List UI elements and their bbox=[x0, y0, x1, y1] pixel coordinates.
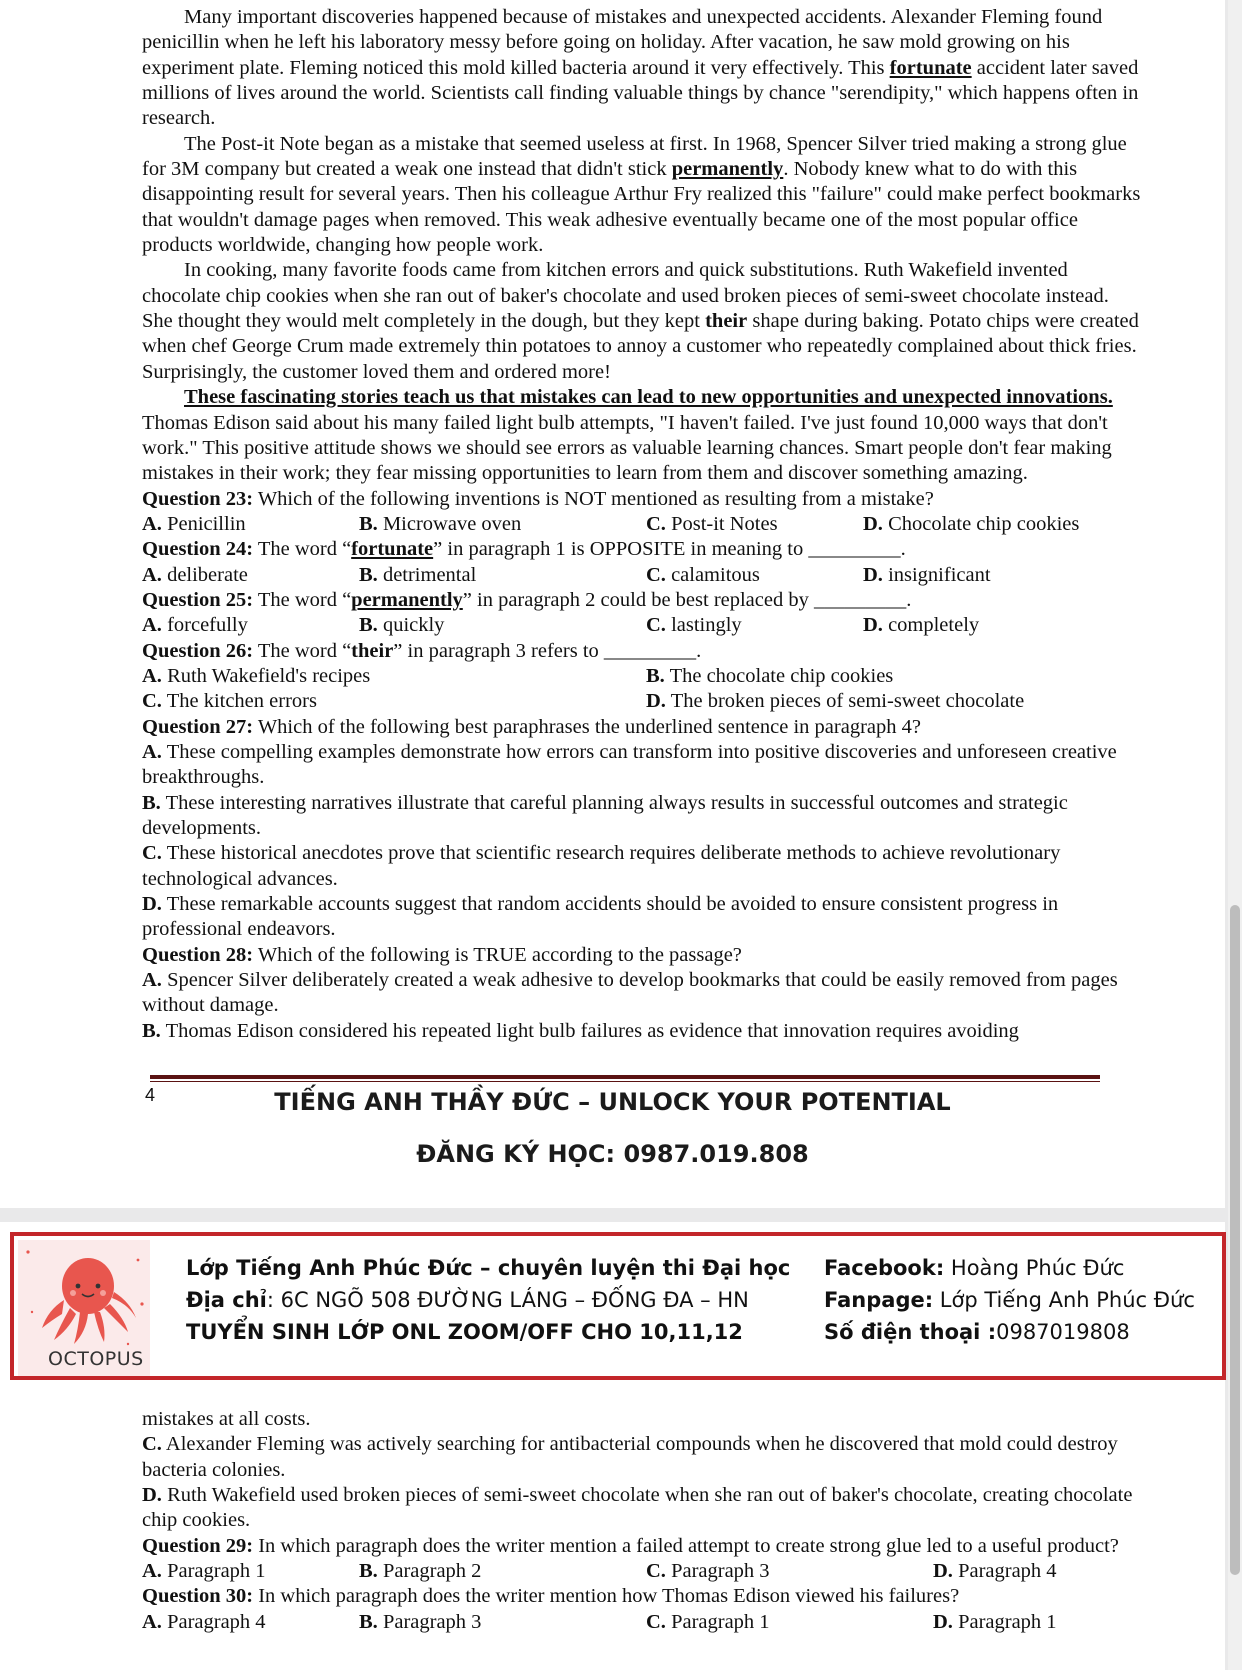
fanpage-info: Fanpage: Lớp Tiếng Anh Phúc Đức bbox=[824, 1288, 1195, 1312]
option-b: B. Paragraph 2 bbox=[359, 1560, 482, 1583]
option-a: A. deliberate bbox=[142, 563, 248, 586]
enrollment-line: TUYỂN SINH LỚP ONL ZOOM/OFF CHO 10,11,12 bbox=[186, 1320, 743, 1344]
question-29: Question 29: In which paragraph does the writer mention a failed attempt to create strong glue led to a useful product? bbox=[142, 1534, 1119, 1557]
option-b: B. These interesting narratives illustrate that careful planning always results in successful outcomes and strategic developments. bbox=[142, 791, 1068, 839]
option-b: B. detrimental bbox=[359, 563, 477, 586]
footer-register: ĐĂNG KÝ HỌC: 0987.019.808 bbox=[416, 1140, 809, 1168]
option-c: C. lastingly bbox=[646, 614, 742, 637]
reading-passage bbox=[142, 5, 1142, 1044]
option-d: D. insignificant bbox=[863, 563, 991, 586]
option-c: C. calamitous bbox=[646, 563, 760, 586]
phone-info: Số điện thoại :0987019808 bbox=[824, 1320, 1130, 1344]
questions-continued bbox=[142, 1407, 1142, 1635]
question-24-options bbox=[142, 563, 1142, 588]
question-30: Question 30: In which paragraph does the writer mention how Thomas Edison viewed his failures? bbox=[142, 1585, 960, 1608]
option-b: B. Thomas Edison considered his repeated light bulb failures as evidence that innovation requires avoiding bbox=[142, 1019, 1019, 1042]
question-30-options bbox=[142, 1610, 1142, 1635]
paragraph-2: The Post-it Note began as a mistake that seemed useless at first. In 1968, Spencer Silver tried making a strong glue for 3M company but created a weak one instead that didn't stick permanently. Nobody knew what to do with this disappointing result for several years. Then his colleague Arthur Fry realized this "failure" could make perfect bookmarks that wouldn't damage pages when removed. This weak adhesive eventually became one of the most popular office products worldwide, changing how people work. bbox=[142, 132, 1141, 257]
logo-text: OCTOPUS bbox=[48, 1348, 144, 1370]
option-a: A. Spencer Silver deliberately created a weak adhesive to develop bookmarks that could be easily removed from pages without damage. bbox=[142, 969, 1118, 1017]
underlined-sentence: These fascinating stories teach us that mistakes can lead to new opportunities and unexpected innovations. bbox=[184, 386, 1113, 409]
question-23: Question 23: Which of the following inventions is NOT mentioned as resulting from a mistake? bbox=[142, 487, 934, 510]
page-number: 4 bbox=[145, 1085, 156, 1105]
header-banner bbox=[10, 1232, 1226, 1380]
footer-title: TIẾNG ANH THẦY ĐỨC – UNLOCK YOUR POTENTIAL bbox=[274, 1088, 951, 1116]
option-d: D. completely bbox=[863, 614, 980, 637]
paragraph-3: In cooking, many favorite foods came from kitchen errors and quick substitutions. Ruth Wakefield invented chocolate chip cookies when she ran out of baker's chocolate and used broken pieces of semi-sweet chocolate instead. She thought they would melt completely in the dough, but they kept their shape during baking. Potato chips were created when chef George Crum made extremely thin potatoes to annoy a customer who repeatedly complained about thick fries. Surprisingly, the customer loved them and ordered more! bbox=[142, 259, 1139, 383]
option-d: D. Ruth Wakefield used broken pieces of semi-sweet chocolate when she ran out of baker's chocolate, creating chocolate chip cookies. bbox=[142, 1484, 1133, 1532]
question-24: Question 24: The word “fortunate” in paragraph 1 is OPPOSITE in meaning to _________. bbox=[142, 538, 906, 561]
option-b: B. Microwave oven bbox=[359, 512, 522, 535]
question-26: Question 26: The word “their” in paragraph 3 refers to _________. bbox=[142, 639, 702, 662]
option-b: B. quickly bbox=[359, 614, 445, 637]
school-name: Lớp Tiếng Anh Phúc Đức – chuyên luyện thi Đại học bbox=[186, 1256, 791, 1280]
footer-divider-thin bbox=[150, 1081, 1100, 1082]
option-b-continued: mistakes at all costs. bbox=[142, 1408, 311, 1430]
option-d: D. These remarkable accounts suggest that random accidents should be avoided to ensure consistent progress in professional endeavors. bbox=[142, 893, 1059, 941]
option-d: D. Chocolate chip cookies bbox=[863, 512, 1080, 535]
question-27: Question 27: Which of the following best paraphrases the underlined sentence in paragraph 4? bbox=[142, 715, 921, 738]
option-b: B. Paragraph 3 bbox=[359, 1610, 482, 1633]
question-25-options bbox=[142, 613, 1142, 638]
option-d: D. The broken pieces of semi-sweet chocolate bbox=[646, 690, 1025, 713]
option-c: C. Post-it Notes bbox=[646, 512, 778, 535]
option-a: A. Ruth Wakefield's recipes bbox=[142, 664, 371, 687]
option-c: C. Alexander Fleming was actively searching for antibacterial compounds when he discovered that mold could destroy bacteria colonies. bbox=[142, 1433, 1118, 1481]
option-a: A. Paragraph 1 bbox=[142, 1560, 266, 1583]
option-a: A. forcefully bbox=[142, 614, 248, 637]
word-fortunate: fortunate bbox=[889, 56, 972, 79]
word-their: their bbox=[705, 310, 748, 333]
scrollbar-thumb[interactable] bbox=[1230, 905, 1240, 1575]
option-c: C. These historical anecdotes prove that scientific research requires deliberate methods to achieve revolutionary technological advances. bbox=[142, 842, 1061, 890]
question-26-options-ab bbox=[142, 664, 1142, 689]
option-b: B. The chocolate chip cookies bbox=[646, 664, 894, 687]
option-c: C. Paragraph 3 bbox=[646, 1560, 770, 1583]
paragraph-1: Many important discoveries happened because of mistakes and unexpected accidents. Alexander Fleming found penicillin when he left his laboratory messy before going on holiday. After vacation, he saw mold growing on his experiment plate. Fleming noticed this mold killed bacteria around it very effectively. This fortunate accident later saved millions of lives around the world. Scientists call finding valuable things by chance "serendipity," which happens often in research. bbox=[142, 6, 1139, 130]
option-d: D. Paragraph 1 bbox=[933, 1610, 1057, 1633]
question-26-options-cd bbox=[142, 689, 1142, 714]
option-d: D. Paragraph 4 bbox=[933, 1560, 1057, 1583]
octopus-logo bbox=[18, 1240, 150, 1376]
option-a: A. These compelling examples demonstrate how errors can transform into positive discoveries and unforeseen creative breakthroughs. bbox=[142, 740, 1117, 789]
question-23-options bbox=[142, 512, 1142, 537]
option-a: A. Paragraph 4 bbox=[142, 1610, 266, 1633]
footer-divider bbox=[150, 1075, 1100, 1079]
question-29-options bbox=[142, 1559, 1142, 1584]
paragraph-4: These fascinating stories teach us that mistakes can lead to new opportunities and unexpected innovations. Thomas Edison said about his many failed light bulb attempts, "I haven't failed. I've just found 10,000 ways that don't work." This positive attitude shows we should see errors as valuable learning chances. Smart people don't fear making mistakes in their work; they fear missing opportunities to learn from them and discover something amazing. bbox=[142, 386, 1113, 485]
question-28: Question 28: Which of the following is TRUE according to the passage? bbox=[142, 943, 742, 966]
option-a: A. Penicillin bbox=[142, 512, 246, 535]
address: Địa chỉ: 6C NGÕ 508 ĐƯỜNG LÁNG – ĐỐNG ĐA – HN bbox=[186, 1288, 749, 1312]
option-c: C. Paragraph 1 bbox=[646, 1610, 770, 1633]
facebook-info: Facebook: Hoàng Phúc Đức bbox=[824, 1256, 1125, 1280]
question-25: Question 25: The word “permanently” in paragraph 2 could be best replaced by _________. bbox=[142, 588, 912, 611]
word-permanently: permanently bbox=[671, 158, 784, 181]
option-c: C. The kitchen errors bbox=[142, 690, 317, 713]
